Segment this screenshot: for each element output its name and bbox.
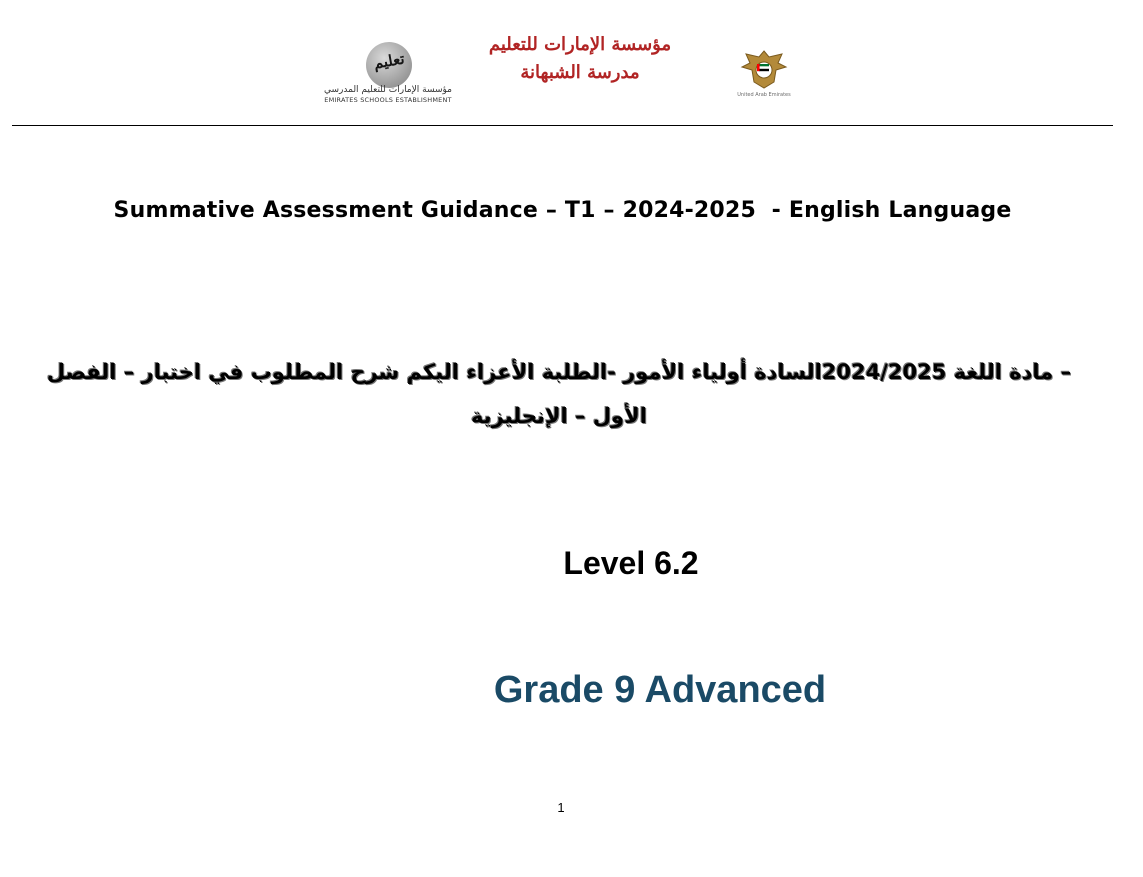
uae-emblem-caption: United Arab Emirates	[737, 92, 791, 98]
document-title: Summative Assessment Guidance – T1 – 2024-2025 - English Language	[113, 198, 1012, 223]
arabic-heading: – مادة اللغة 2024/2025السادة أولياء الأمور -الطلبة الأعزاء اليكم شرح المطلوب في اختبار – الفصل الأول – الإنجليزية	[46, 360, 1072, 428]
ese-logo-english-name: EMIRATES SCHOOLS ESTABLISHMENT	[324, 96, 452, 104]
grade-label: Grade 9 Advanced	[493, 669, 827, 711]
ese-logo-arabic-name: مؤسسة الإمارات للتعليم المدرسي	[324, 85, 452, 95]
school-name: مدرسة الشبهانة	[520, 62, 640, 83]
ese-logo-badge-text: تعليم	[372, 49, 406, 73]
header-divider	[12, 125, 1113, 126]
ese-logo	[308, 40, 468, 102]
organization-name: مؤسسة الإمارات للتعليم	[488, 34, 672, 55]
uae-emblem	[736, 48, 792, 100]
page-number: 1	[557, 800, 565, 815]
uae-emblem-icon	[736, 48, 792, 92]
page-header	[0, 0, 1143, 128]
level-label: Level 6.2	[563, 545, 699, 581]
ese-logo-badge-icon	[366, 42, 412, 88]
